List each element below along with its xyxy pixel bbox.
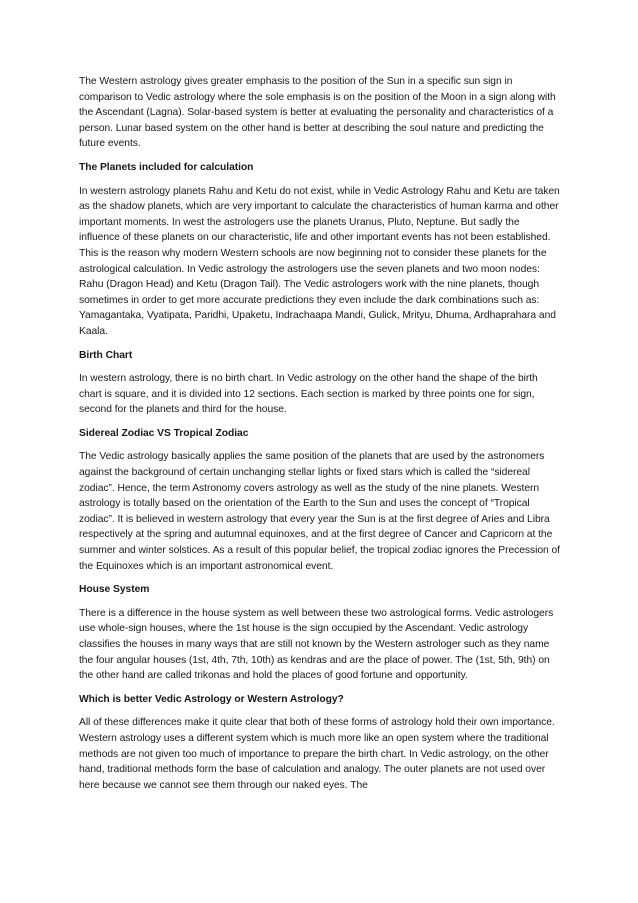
house-system-paragraph: There is a difference in the house system as well between these two astrological forms. Vedic astrologers use whole-sign houses, where the 1st house is the sign occupied by the Ascendant. Vedic astrology classifies the houses in many ways that are still not known by the Western astrologer such as they name the four angular houses (1st, 4th, 7th, 10th) as kendras and are the place of power. The (1st, 5th, 9th) on the other hand are called trikonas and hold the places of good fortune and opportunity. [79, 607, 554, 682]
document-page [79, 74, 563, 801]
birth-chart-paragraph: In western astrology, there is no birth chart. In Vedic astrology on the other hand the shape of the birth chart is square, and it is divided into 12 sections. Each section is marked by three points one for sign, second for the planets and third for the house. [79, 373, 538, 416]
heading-house-system: House System [79, 584, 150, 596]
zodiac-paragraph: The Vedic astrology basically applies the same position of the planets that are used by the astronomers against the background of certain unchanging stellar lights or fixed stars which is called the “sidereal zodiac”. Hence, the term Astronomy covers astrology as well as the study of the nine planets. Western astrology is totally based on the orientation of the Earth to the Sun and uses the concept of “Tropical zodiac”. It is believed in western astrology that every year the Sun is at the first degree of Aries and Libra respectively at the spring and autumnal equinoxes, and at the first degree of Cancer and Capricorn at the summer and winter solstices. As a result of this popular belief, the tropical zodiac ignores the Precession of the Equinoxes which is an important astronomical event. [79, 451, 560, 572]
heading-planets: The Planets included for calculation [79, 161, 254, 173]
heading-which-better: Which is better Vedic Astrology or Western Astrology? [79, 693, 344, 705]
intro-paragraph: The Western astrology gives greater emphasis to the position of the Sun in a specific sun sign in comparison to Vedic astrology where the sole emphasis is on the position of the Moon in a sign along with the Ascendant (Lagna). Solar-based system is better at evaluating the personality and characteristics of a person. Lunar based system on the other hand is better at describing the soul nature and predicting the future events. [79, 76, 556, 150]
heading-birth-chart: Birth Chart [79, 349, 133, 361]
heading-zodiac: Sidereal Zodiac VS Tropical Zodiac [79, 427, 249, 439]
planets-paragraph: In western astrology planets Rahu and Ketu do not exist, while in Vedic Astrology Rahu and Ketu are taken as the shadow planets, which are very important to calculate the characteristics of human karma and other important moments. In west the astrologers use the planets Uranus, Pluto, Neptune. But sadly the influence of these planets on our characteristic, life and other important events has not been established. This is the reason why modern Western schools are now beginning not to consider these planets for the astrological calculation. In Vedic astrology the astrologers use the seven planets and two moon nodes: Rahu (Dragon Head) and Ketu (Dragon Tail). The Vedic astrologers work with the nine planets, though sometimes in order to get more accurate predictions they even include the dark combinations such as: Yamagantaka, Vyatipata, Paridhi, Upaketu, Indrachaapa Mandi, Gulick, Mrityu, Dhuma, Ardhaprahara and Kaala. [79, 185, 560, 337]
which-better-paragraph: All of these differences make it quite clear that both of these forms of astrology hold their own importance. Western astrology uses a different system which is much more like an open system where the traditional methods are not given too much of importance to prepare the birth chart. In Vedic astrology, on the other hand, traditional methods form the base of calculation and analogy. The outer planets are not used over here because we cannot see them through our naked eyes. The [79, 717, 555, 791]
